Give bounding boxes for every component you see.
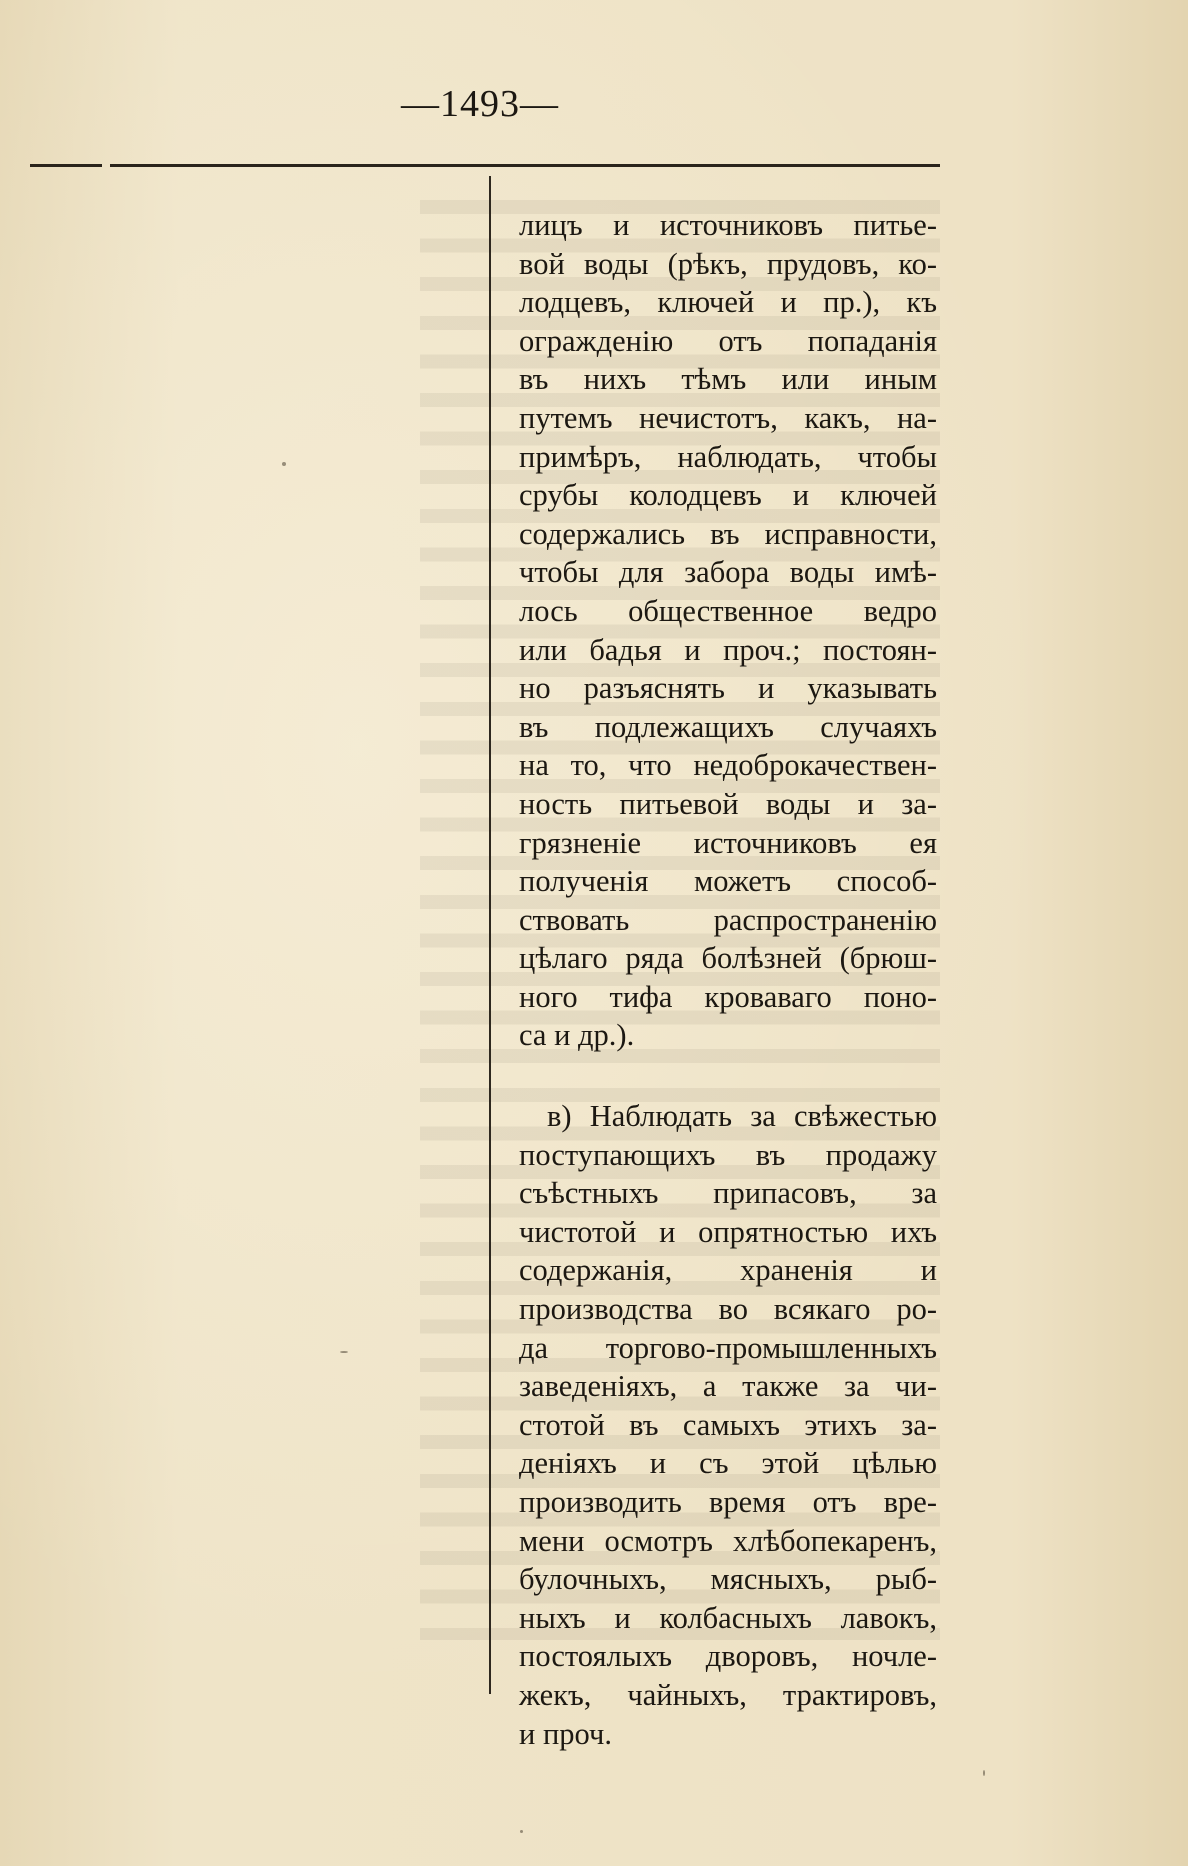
text-line: чтобы для забора воды имѣ- (519, 555, 937, 590)
text-line: деніяхъ и съ этой цѣлью (519, 1446, 937, 1481)
text-line: вой воды (рѣкъ, прудовъ, ко- (519, 246, 937, 281)
paper-speck (520, 1830, 523, 1833)
header-rule (110, 164, 940, 167)
header-rule-left (30, 164, 102, 167)
text-line: съѣстныхъ припасовъ, за (519, 1176, 937, 1211)
text-line: постоялыхъ дворовъ, ночле- (519, 1639, 937, 1674)
text-line: лодцевъ, ключей и пр.), къ (519, 285, 937, 320)
text-line: въ подлежащихъ случаяхъ (519, 709, 937, 744)
text-line: лось общественное ведро (519, 593, 937, 628)
text-line: да торгово-промышленныхъ (519, 1330, 937, 1365)
text-line: чистотой и опрятностью ихъ (519, 1214, 937, 1249)
text-line: грязненіе источниковъ ея (519, 825, 937, 860)
text-line: жекъ, чайныхъ, трактировъ, (519, 1677, 937, 1712)
text-line: лицъ и источниковъ питье- (519, 208, 937, 242)
text-line: производства во всякаго ро- (519, 1292, 937, 1327)
text-line: или бадья и проч.; постоян- (519, 632, 937, 667)
text-line: въ нихъ тѣмъ или иным (519, 362, 937, 397)
text-line: ного тифа кроваваго поно- (519, 979, 937, 1014)
paragraph-food-supplies (519, 1097, 937, 1753)
paragraph-gap (519, 1055, 937, 1097)
paper-speck (983, 1770, 985, 1776)
text-line: са и др.). (519, 1018, 635, 1053)
text-line: путемъ нечистотъ, какъ, на- (519, 400, 937, 435)
paper-speck (340, 1351, 348, 1353)
text-line: цѣлаго ряда болѣзней (брюш- (519, 941, 937, 976)
page-number: —1493— (401, 83, 559, 125)
text-line: стотой въ самыхъ этихъ за- (519, 1407, 937, 1442)
paper-speck (282, 462, 286, 466)
text-column (519, 206, 937, 1753)
text-line: срубы колодцевъ и ключей (519, 478, 937, 513)
text-line: но разъяснять и указывать (519, 671, 937, 706)
text-line: и проч. (519, 1716, 612, 1751)
text-line: в) Наблюдать за свѣжестью (547, 1099, 937, 1134)
text-line: мени осмотръ хлѣбопекаренъ, (519, 1523, 937, 1558)
text-line: ныхъ и колбасныхъ лавокъ, (519, 1600, 937, 1635)
paragraph-water-sources (519, 206, 937, 1055)
text-line: на то, что недоброкачествен- (519, 748, 937, 783)
text-line: булочныхъ, мясныхъ, рыб- (519, 1562, 937, 1597)
text-line: примѣръ, наблюдать, чтобы (519, 439, 937, 474)
text-line: содержанія, храненія и (519, 1253, 937, 1288)
text-line: полученія можетъ способ- (519, 864, 937, 899)
text-line: огражденію отъ попаданія (519, 323, 937, 358)
text-line: поступающихъ въ продажу (519, 1137, 937, 1172)
text-line: производить время отъ вре- (519, 1485, 937, 1519)
column-divider (489, 176, 491, 1694)
text-line: ствовать распространенію (519, 902, 937, 937)
text-line: заведеніяхъ, а также за чи- (519, 1369, 937, 1404)
text-line: содержались въ исправности, (519, 516, 937, 551)
text-line: ность питьевой воды и за- (519, 786, 937, 821)
